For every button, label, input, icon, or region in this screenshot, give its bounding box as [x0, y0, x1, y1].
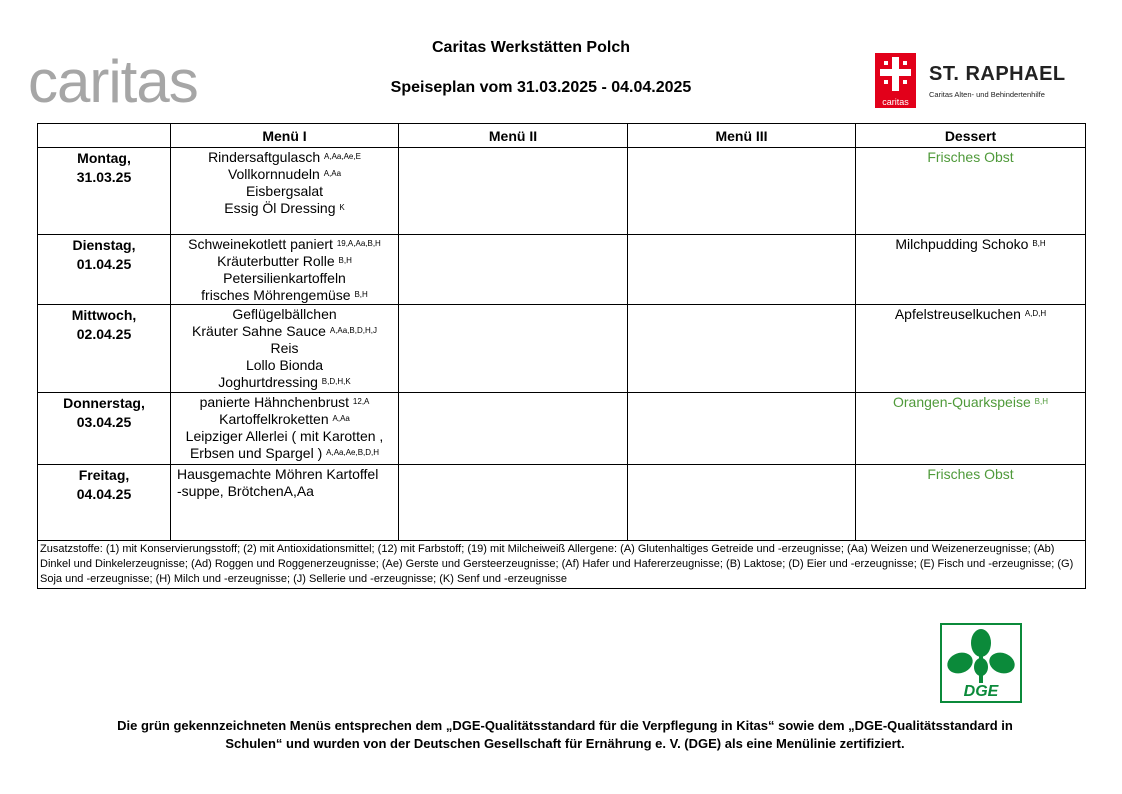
footer-line-2: Schulen“ und wurden von der Deutschen Gesellschaft für Ernährung e. V. (DGE) als eine Menülinie zertifiziert. [225, 736, 905, 751]
dish-line: Lollo Bionda [245, 357, 324, 373]
day-name: Mittwoch, [71, 307, 137, 323]
dish-line: Geflügelbällchen [232, 306, 337, 322]
raphael-name: ST. RAPHAEL [929, 63, 1066, 85]
day-cell [38, 393, 171, 465]
menu-table [37, 123, 1086, 589]
day-name: Dienstag, [72, 237, 136, 253]
notes-row [38, 541, 1086, 589]
footer-line-1: Die grün gekennzeichneten Menüs entsprechen dem „DGE-Qualitätsstandard für die Verpflegung in Kitas“ sowie dem „DGE-Qualitätsstandard in [117, 718, 1013, 733]
day-cell [38, 235, 171, 305]
dish-line: Leipziger Allerlei ( mit Karotten , [185, 428, 384, 444]
day-date: 04.04.25 [76, 486, 132, 502]
dge-leaf-icon [942, 625, 1020, 685]
org-title: Caritas Werkstätten Polch [432, 39, 630, 56]
dessert-cell: Frisches Obst [856, 148, 1086, 235]
dish-line: Erbsen und Spargel ) $^{A,Aa,Ae,B,D,H}$ [189, 445, 380, 461]
table-row [38, 305, 1086, 393]
column-header-menu-1: Menü I [171, 124, 399, 148]
day-cell [38, 465, 171, 541]
dish-line: -suppe, BrötchenA,Aa [177, 483, 314, 499]
plan-title: Speiseplan vom 31.03.2025 - 04.04.2025 [390, 79, 692, 96]
day-name: Freitag, [78, 467, 130, 483]
caritas-cross-icon [875, 53, 916, 108]
table-row [38, 148, 1086, 235]
menu-2-cell [399, 235, 628, 305]
dish-line: Kartoffelkroketten $^{A,Aa}$ [219, 411, 350, 427]
column-header-menu-3: Menü III [628, 124, 856, 148]
menu-3-cell [628, 465, 856, 541]
table-row [38, 465, 1086, 541]
table-row [38, 235, 1086, 305]
menu-2-cell [399, 393, 628, 465]
additives-allergens-note: Zusatzstoffe: (1) mit Konservierungsstoff; (2) mit Antioxidationsmittel; (12) mit Farbstoff; (19) mit Milcheiweiß Allergene: (A) Glutenhaltiges Getreide und -erzeugnisse; (Aa) Weizen und Weizenerzeugnisse; (Ab) Dinkel und Dinkelerzeugnisse; (Ad) Roggen und Roggenerzeugnisse; (Ae) Gerste und Gersteerzeugnisse; (Af) Hafer und Hafererzeugnisse; (B) Laktose; (D) Eier und -erzeugnisse; (E) Fisch und -erzeugnisse; (G) Soja und -erzeugnisse; (H) Milch und -erzeugnisse; (J) Sellerie und -erzeugnisse; (K) Senf und -erzeugnisse [38, 541, 1086, 589]
dish-line: Rindersaftgulasch $^{A,Aa,Ae,E}$ [208, 149, 361, 165]
dish-line: Petersilienkartoffeln [223, 270, 346, 286]
day-date: 31.03.25 [76, 169, 132, 185]
dessert-cell: Apfelstreuselkuchen $^{A,D,H}$ [856, 305, 1086, 393]
column-header-day [38, 124, 171, 148]
menu-3-cell [628, 393, 856, 465]
day-date: 03.04.25 [76, 414, 132, 430]
dish-line: Hausgemachte Möhren Kartoffel [177, 466, 379, 482]
menu-2-cell [399, 305, 628, 393]
header-row [38, 124, 1086, 148]
dessert-cell: Milchpudding Schoko $^{B,H}$ [856, 235, 1086, 305]
day-cell [38, 148, 171, 235]
footer-note [40, 717, 1090, 753]
menu-2-cell [399, 465, 628, 541]
dish-line: Reis [270, 340, 299, 356]
menu-1-cell [171, 148, 399, 235]
dish-line: Kräuter Sahne Sauce $^{A,Aa,B,D,H,J}$ [192, 323, 377, 339]
dish-line: Vollkornnudeln $^{A,Aa}$ [227, 166, 342, 182]
table-row [38, 393, 1086, 465]
menu-1-cell [171, 305, 399, 393]
dessert-cell: Frisches Obst [856, 465, 1086, 541]
caritas-box-caption: caritas [882, 97, 909, 107]
menu-2-cell [399, 148, 628, 235]
dge-logo [940, 623, 1022, 703]
column-header-menu-2: Menü II [399, 124, 628, 148]
menu-3-cell [628, 305, 856, 393]
day-name: Montag, [77, 150, 131, 166]
dish-line: Kräuterbutter Rolle $^{B,H}$ [217, 253, 352, 269]
day-date: 01.04.25 [76, 256, 132, 272]
dge-label: DGE [963, 683, 999, 700]
day-cell [38, 305, 171, 393]
dish-line: frisches Möhrengemüse $^{B,H}$ [201, 287, 368, 303]
menu-1-cell [171, 235, 399, 305]
dish-line: Eisbergsalat [245, 183, 324, 199]
dish-line: Schweinekotlett paniert $^{19,A,Aa,B,H}$ [188, 236, 381, 252]
day-name: Donnerstag, [63, 395, 145, 411]
menu-3-cell [628, 148, 856, 235]
dish-line: Essig Öl Dressing $^K$ [224, 200, 345, 216]
raphael-subtitle: Caritas Alten- und Behindertenhilfe [929, 90, 1045, 99]
day-date: 02.04.25 [76, 326, 132, 342]
dish-line: panierte Hähnchenbrust $^{12,A}$ [199, 394, 370, 410]
menu-1-cell [171, 393, 399, 465]
menu-3-cell [628, 235, 856, 305]
caritas-logo: caritas [28, 48, 198, 115]
menu-1-cell [171, 465, 399, 541]
st-raphael-logo [875, 53, 1075, 109]
dish-line: Joghurtdressing $^{B,D,H,K}$ [218, 374, 351, 390]
dessert-cell: Orangen-Quarkspeise $^{B,H}$ [856, 393, 1086, 465]
column-header-dessert: Dessert [856, 124, 1086, 148]
